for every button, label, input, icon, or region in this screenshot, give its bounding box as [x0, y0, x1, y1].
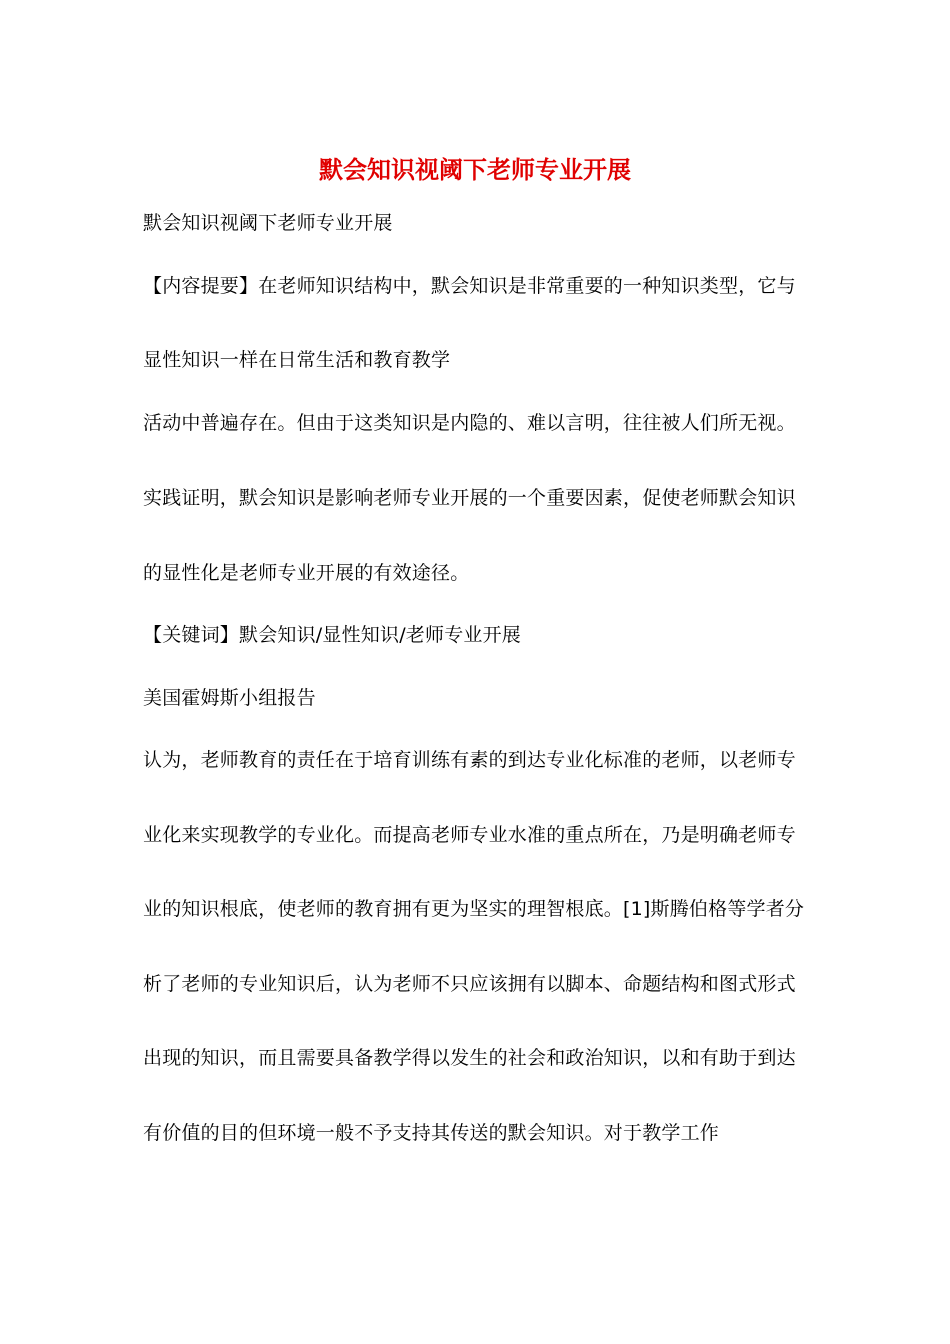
paragraph-line: 美国霍姆斯小组报告 [143, 687, 316, 709]
keywords-line: 【关键词】默会知识/显性知识/老师专业开展 [143, 624, 522, 646]
document-title: 默会知识视阈下老师专业开展 [319, 156, 631, 184]
paragraph-line: 有价值的目的但环境一般不予支持其传送的默会知识。对于教学工作 [143, 1122, 720, 1144]
paragraph-line: 认为，老师教育的责任在于培育训练有素的到达专业化标准的老师，以老师专 [143, 749, 796, 771]
paragraph-line: 的显性化是老师专业开展的有效途径。 [143, 562, 470, 584]
paragraph-line: 析了老师的专业知识后，认为老师不只应该拥有以脚本、命题结构和图式形式 [143, 973, 796, 995]
paragraph-line: 出现的知识，而且需要具备教学得以发生的社会和政治知识，以和有助于到达 [143, 1047, 796, 1069]
paragraph-line: 实践证明，默会知识是影响老师专业开展的一个重要因素，促使老师默会知识 [143, 487, 796, 509]
paragraph-line: 业的知识根底，使老师的教育拥有更为坚实的理智根底。[1]斯腾伯格等学者分 [143, 898, 805, 920]
paragraph-line: 【内容提要】在老师知识结构中，默会知识是非常重要的一种知识类型，它与 [143, 275, 796, 297]
document-subtitle: 默会知识视阈下老师专业开展 [143, 212, 393, 234]
paragraph-line: 显性知识一样在日常生活和教育教学 [143, 349, 451, 371]
paragraph-line: 业化来实现教学的专业化。而提高老师专业水准的重点所在，乃是明确老师专 [143, 824, 796, 846]
paragraph-line: 活动中普遍存在。但由于这类知识是内隐的、难以言明，往往被人们所无视。 [143, 412, 796, 434]
